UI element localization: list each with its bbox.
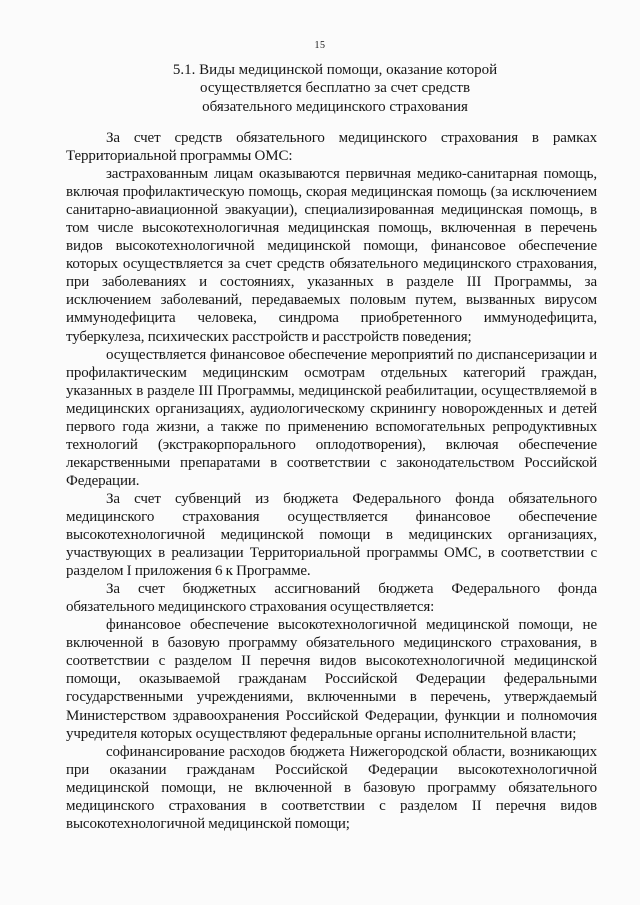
paragraph-screening-financing: осуществляется финансовое обеспечение мероприятий по диспансеризации и профилактическим медицинским осмотрам отдельных категорий граждан, указанных в разделе III Программы, медицинской реабилитации, осуществляемой в медицинских организациях, аудиологическому скринингу новорожденных и детей первого года жизни, а также по применению вспомогательных репродуктивных технологий (экстракорпорального оплодотворения), включая обеспечение лекарственными препаратами в соответствии с законодательством Российской Федерации. xyxy=(66,346,597,489)
heading-line: обязательного медицинского страхования xyxy=(202,98,468,115)
document-body xyxy=(66,129,597,833)
heading-line: 5.1. Виды медицинской помощи, оказание которой xyxy=(172,62,498,78)
paragraph-intro: За счет средств обязательного медицинского страхования в рамках Территориальной программы ОМС: xyxy=(66,130,597,165)
paragraph-htmc-financing: финансовое обеспечение высокотехнологичной медицинской помощи, не включенной в базовую программу обязательного медицинского страхования, в соответствии с разделом II перечня видов высокотехнологичной медицинской помощи, оказываемой гражданам Российской Федерации федеральными государственными учреждениями, включенными в перечень, утверждаемый Министерством здравоохранения Российской Федерации, функции и полномочия учредителя которых осуществляют федеральные органы исполнительной власти; xyxy=(66,617,597,742)
section-heading xyxy=(70,61,600,116)
paragraph-cofinancing: софинансирование расходов бюджета Нижегородской области, возникающих при оказании гражданам Российской Федерации высокотехнологичной медицинской помощи, не включенной в базовую программу обязательного медицинского страхования в соответствии с разделом II перечня видов высокотехнологичной медицинской помощи; xyxy=(66,743,597,832)
page-number: 15 xyxy=(314,40,326,51)
paragraph-budget-allocations: За счет бюджетных ассигнований бюджета Федерального фонда обязательного медицинского страхования осуществляется: xyxy=(66,581,597,616)
heading-line: осуществляется бесплатно за счет средств xyxy=(199,80,471,97)
paragraph-insured-care: застрахованным лицам оказываются первичная медико-санитарная помощь, включая профилактическую помощь, скорая медицинская помощь (за исключением санитарно-авиационной эвакуации), специализированная медицинская помощь, в том числе высокотехнологичная медицинская помощь, включенная в перечень видов высокотехнологичной медицинской помощи, финансовое обеспечение которых осуществляется за счет средств обязательного медицинского страхования, при заболеваниях и состояниях, указанных в разделе III Программы, за исключением заболеваний, передаваемых половым путем, вызванных вирусом иммунодефицита человека, синдрома приобретенного иммунодефицита, туберкулеза, психических расстройств и расстройств поведения; xyxy=(66,166,597,345)
paragraph-subventions: За счет субвенций из бюджета Федерального фонда обязательного медицинского страхования осуществляется финансовое обеспечение высокотехнологичной медицинской помощи в медицинских организациях, участвующих в реализации Территориальной программы ОМС, в соответствии с разделом I приложения 6 к Программе. xyxy=(66,490,597,580)
